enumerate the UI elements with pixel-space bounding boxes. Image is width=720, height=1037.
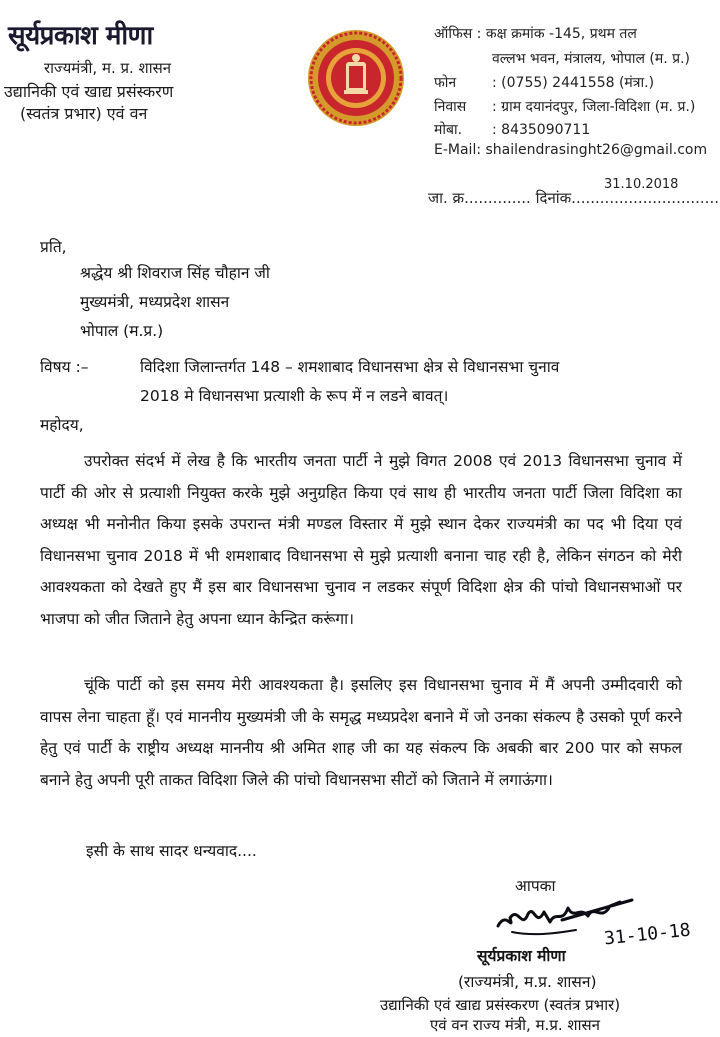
body-paragraph-2: चूंकि पार्टी को इस समय मेरी आवश्यकता है। इसलिए इस विधानसभा चुनाव में मैं अपनी उम्मीदवारी को वापस लेना चाहता हूँ। एवं माननीय मुख्यमंत्री जी के समृद्ध मध्यप्रदेश बनाने में जो उनका संकल्प है उसको पूर्ण करने हेतु एवं पार्टी के राष्ट्रीय अध्यक्ष माननीय श्री अमित शाह जी का यह संकल्प कि अबकी बार 200 पार को सफल बनाने हेतु अपनी पूरी ताकत विदिशा जिले की पांचो विधानसभा सीटों को जिताने में लगाऊंगा। bbox=[40, 676, 682, 789]
phone-line bbox=[434, 73, 654, 92]
subject-label: विषय :– bbox=[40, 358, 89, 376]
phone-label: फोन bbox=[434, 75, 457, 91]
reference-line: जा. क्र.............. दिनांक............................... bbox=[428, 189, 719, 207]
subject-line-1: विदिशा जिलान्तर्गत 148 – शमशाबाद विधानसभा क्षेत्र से विधानसभा चुनाव bbox=[140, 358, 560, 376]
letterhead-name: सूर्यप्रकाश मीणा bbox=[8, 21, 153, 51]
letterhead-title-2: उद्यानिकी एवं खाद्य प्रसंस्करण bbox=[4, 82, 174, 101]
signatory-name: सूर्यप्रकाश मीणा bbox=[477, 947, 566, 965]
letterhead-title-1: राज्यमंत्री, म. प्र. शासन bbox=[44, 59, 172, 77]
email-line bbox=[434, 142, 707, 158]
body-paragraph-1: उपरोक्त संदर्भ में लेख है कि भारतीय जनता पार्टी ने मुझे विगत 2008 एवं 2013 विधानसभा चुनाव में पार्टी की ओर से प्रत्याशी नियुक्त करके मुझे अनुग्रहित किया एवं साथ ही भारतीय जनता पार्टी जिला विदिशा का अध्यक्ष भी मनोनीत किया इसके उपरान्त मंत्री मण्डल विस्तार में मुझे स्थान देकर राज्यमंत्री का पद भी दिया एवं विधानसभा चुनाव 2018 में भी शमशाबाद विधानसभा से मुझे प्रत्याशी बनाना चाह रही है, लेकिन संगठन को मेरी आवश्यकता को देखते हुए मैं इस बार विधानसभा चुनाव न लडकर संपूर्ण विदिशा क्षेत्र की पांचो विधानसभाओं पर भाजपा को जीत जिताने हेतु अपना ध्यान केन्द्रित करूंगा। bbox=[40, 452, 682, 628]
residence-label: निवास bbox=[434, 99, 467, 115]
mobile-value: : 8435090711 bbox=[492, 122, 591, 138]
mobile-line bbox=[434, 120, 590, 139]
signatory-title-2: उद्यानिकी एवं खाद्य प्रसंस्करण (स्वतंत्र प्रभार) bbox=[380, 996, 621, 1014]
salutation: महोदय, bbox=[40, 416, 84, 434]
mp-government-seal-icon bbox=[306, 28, 406, 128]
mobile-label: मोबा. bbox=[434, 122, 463, 138]
yours-label: आपका bbox=[515, 877, 556, 895]
letter-date: 31.10.2018 bbox=[604, 177, 679, 192]
phone-value: : (0755) 2441558 (मंत्रा.) bbox=[492, 75, 655, 91]
office-address-line-2: वल्लभ भवन, मंत्रालय, भोपाल (म. प्र.) bbox=[492, 51, 691, 67]
addressee-title: मुख्यमंत्री, मध्यप्रदेश शासन bbox=[80, 293, 230, 311]
letterhead-title-3: (स्वतंत्र प्रभार) एवं वन bbox=[20, 104, 148, 123]
email-value: : shailendrasinght26@gmail.com bbox=[476, 142, 708, 158]
residence-line bbox=[434, 97, 695, 116]
addressee-name: श्रद्धेय श्री शिवराज सिंह चौहान जी bbox=[80, 264, 270, 282]
addressee-city: भोपाल (म.प्र.) bbox=[80, 322, 164, 340]
office-address-line-1: ऑफिस : कक्ष क्रमांक -145, प्रथम तल bbox=[434, 26, 637, 42]
handwritten-date: 31-10-18 bbox=[603, 919, 692, 950]
email-label: E-Mail bbox=[434, 142, 477, 158]
signatory-title-1: (राज्यमंत्री, म.प्र. शासन) bbox=[458, 973, 597, 991]
signatory-title-3: एवं वन राज्य मंत्री, म.प्र. शासन bbox=[430, 1016, 600, 1034]
subject-line-2: 2018 मे विधानसभा प्रत्याशी के रूप में न लडने बावत्। bbox=[140, 387, 449, 405]
prati-label: प्रति, bbox=[40, 238, 67, 256]
closing-line: इसी के साथ सादर धन्यवाद.... bbox=[86, 842, 257, 860]
residence-value: : ग्राम दयानंदपुर, जिला-विदिशा (म. प्र.) bbox=[492, 99, 696, 115]
